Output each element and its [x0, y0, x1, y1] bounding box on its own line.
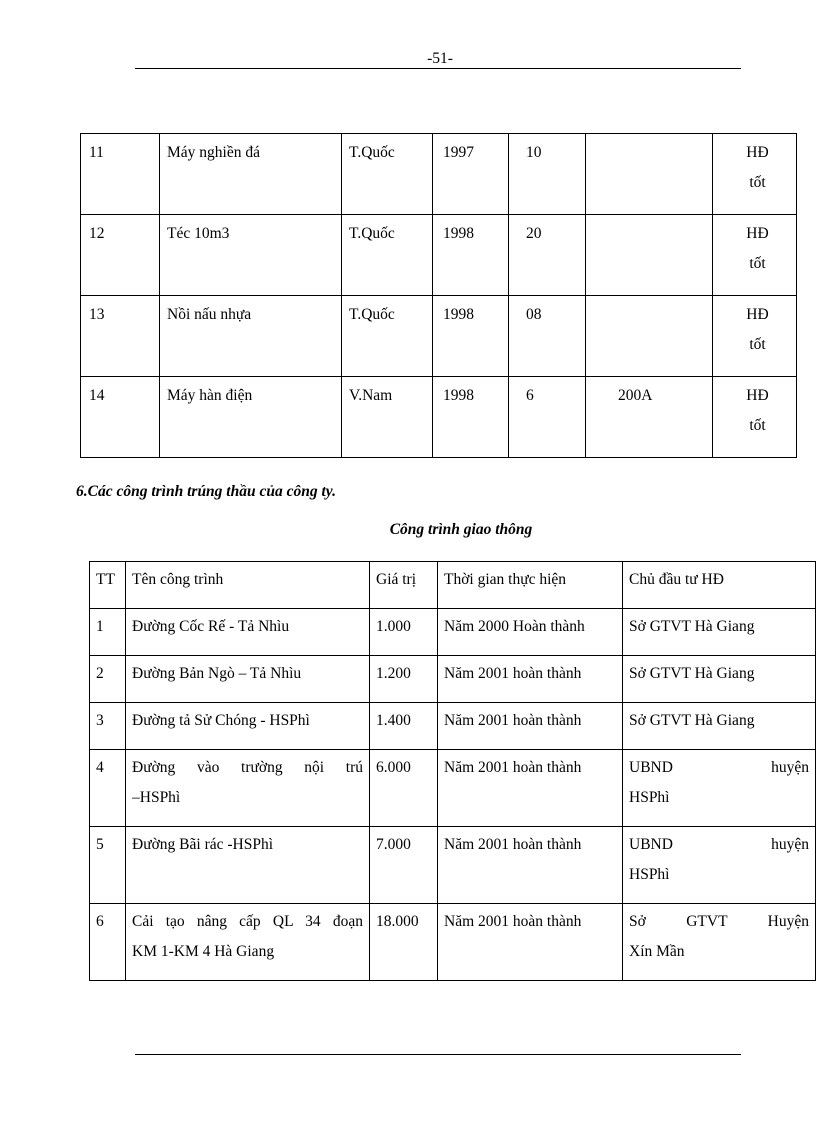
work-owner: [623, 904, 816, 981]
table-row: [81, 215, 797, 296]
work-owner-line1: Sở GTVT Huyện: [629, 913, 809, 930]
footer-rule: [135, 1054, 741, 1055]
equip-origin: T.Quốc: [342, 215, 433, 296]
equipment-table: [80, 133, 797, 458]
work-tt: 6: [90, 904, 126, 981]
work-tt: 2: [90, 656, 126, 703]
table-row: [81, 296, 797, 377]
table-row: [90, 904, 816, 981]
contract-works-table: [89, 561, 816, 981]
equip-name: Máy nghiền đá: [160, 134, 342, 215]
work-owner-line2: HSPhì: [629, 866, 670, 883]
work-name: [126, 904, 370, 981]
work-value: 7.000: [370, 827, 438, 904]
equip-no: 12: [81, 215, 160, 296]
equip-name: Nồi nấu nhựa: [160, 296, 342, 377]
equip-status: [713, 215, 797, 296]
work-name-line1: Đường Bản Ngò – Tả Nhìu: [132, 665, 302, 682]
equip-no: 14: [81, 377, 160, 458]
equip-spec: [586, 134, 713, 215]
work-time: Năm 2001 hoàn thành: [438, 904, 623, 981]
work-time: Năm 2001 hoàn thành: [438, 827, 623, 904]
equip-qty: 20: [509, 215, 586, 296]
equip-no: 13: [81, 296, 160, 377]
table-row: [90, 656, 816, 703]
work-name: [126, 827, 370, 904]
header-time: Thời gian thực hiện: [438, 562, 623, 609]
work-owner: [623, 827, 816, 904]
work-value: 6.000: [370, 750, 438, 827]
table-row: [90, 703, 816, 750]
equip-status-line2: tốt: [749, 255, 766, 272]
work-name-line1: Đường vào trường nội trú: [132, 759, 363, 776]
header-name: Tên công trình: [126, 562, 370, 609]
equip-status-line2: tốt: [749, 174, 766, 191]
equip-name: Máy hàn điện: [160, 377, 342, 458]
equip-status-line1: HĐ: [746, 144, 769, 161]
table-header-row: [90, 562, 816, 609]
table-row: [90, 827, 816, 904]
work-name-line2: KM 1-KM 4 Hà Giang: [132, 943, 275, 960]
work-name-line1: Cải tạo nâng cấp QL 34 đoạn: [132, 913, 363, 930]
work-time: Năm 2001 hoàn thành: [438, 703, 623, 750]
equip-status-line1: HĐ: [746, 306, 769, 323]
table-row: [81, 134, 797, 215]
work-name: [126, 656, 370, 703]
work-name-line1: Đường Cốc Rế - Tả Nhìu: [132, 618, 290, 635]
equip-status-line1: HĐ: [746, 225, 769, 242]
equip-status-line1: HĐ: [746, 387, 769, 404]
table-row: [90, 609, 816, 656]
table-row: [81, 377, 797, 458]
equip-spec: [586, 215, 713, 296]
work-owner-line1: Sở GTVT Hà Giang: [629, 665, 755, 682]
section-heading: 6.Các công trình trúng thầu của công ty.: [76, 483, 336, 500]
work-time: Năm 2000 Hoàn thành: [438, 609, 623, 656]
equip-spec: [586, 296, 713, 377]
equip-qty: 08: [509, 296, 586, 377]
equip-year: 1998: [433, 215, 509, 296]
equip-no: 11: [81, 134, 160, 215]
page-number: -51-: [427, 50, 453, 67]
header-value: Giá trị: [370, 562, 438, 609]
work-owner-line2: HSPhì: [629, 789, 670, 806]
equip-status-line2: tốt: [749, 417, 766, 434]
work-owner-line1: Sở GTVT Hà Giang: [629, 712, 755, 729]
equip-status: [713, 134, 797, 215]
equip-origin: T.Quốc: [342, 296, 433, 377]
work-owner-line2: Xín Mần: [629, 943, 685, 960]
work-name: [126, 703, 370, 750]
work-owner-line1: UBND huyện: [629, 836, 809, 853]
work-tt: 4: [90, 750, 126, 827]
work-owner: [623, 609, 816, 656]
work-name: [126, 750, 370, 827]
work-value: 1.200: [370, 656, 438, 703]
equip-qty: 6: [509, 377, 586, 458]
work-name-line2: –HSPhì: [132, 789, 181, 806]
table-row: [90, 750, 816, 827]
work-tt: 5: [90, 827, 126, 904]
work-tt: 1: [90, 609, 126, 656]
equip-status: [713, 377, 797, 458]
header-tt: TT: [90, 562, 126, 609]
work-owner-line1: UBND huyện: [629, 759, 809, 776]
work-owner: [623, 703, 816, 750]
table-caption: Công trình giao thông: [389, 521, 533, 538]
work-value: 18.000: [370, 904, 438, 981]
work-owner-line1: Sở GTVT Hà Giang: [629, 618, 755, 635]
equip-year: 1997: [433, 134, 509, 215]
work-tt: 3: [90, 703, 126, 750]
equip-spec: 200A: [586, 377, 713, 458]
equip-origin: T.Quốc: [342, 134, 433, 215]
work-time: Năm 2001 hoàn thành: [438, 750, 623, 827]
work-owner: [623, 656, 816, 703]
equip-status-line2: tốt: [749, 336, 766, 353]
equip-name: Téc 10m3: [160, 215, 342, 296]
equip-status: [713, 296, 797, 377]
equip-qty: 10: [509, 134, 586, 215]
work-name-line1: Đường Bãi rác -HSPhì: [132, 836, 274, 853]
work-value: 1.400: [370, 703, 438, 750]
work-owner: [623, 750, 816, 827]
header-rule: [135, 68, 741, 69]
equip-origin: V.Nam: [342, 377, 433, 458]
work-value: 1.000: [370, 609, 438, 656]
work-name-line1: Đường tả Sử Chóng - HSPhì: [132, 712, 310, 729]
equip-year: 1998: [433, 296, 509, 377]
header-owner: Chủ đầu tư HĐ: [623, 562, 816, 609]
work-name: [126, 609, 370, 656]
work-time: Năm 2001 hoàn thành: [438, 656, 623, 703]
equip-year: 1998: [433, 377, 509, 458]
